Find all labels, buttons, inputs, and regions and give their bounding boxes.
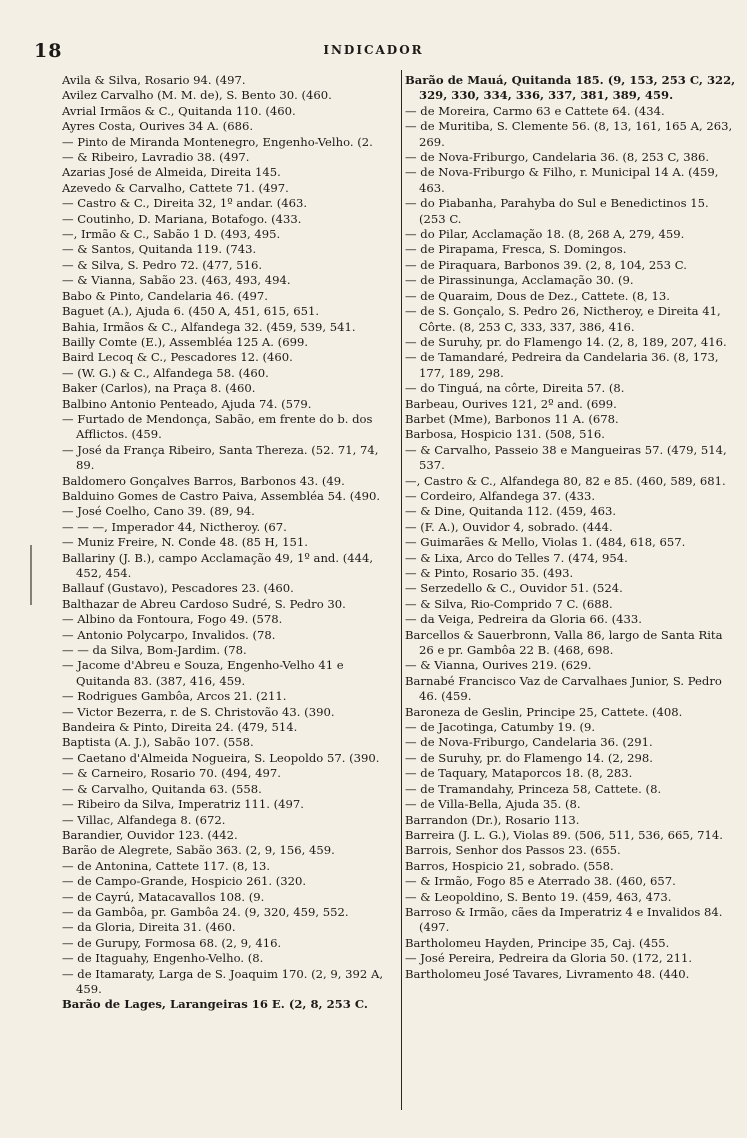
directory-entry [405,165,737,196]
directory-entry [62,828,390,843]
directory-entry [62,181,390,196]
entry-text: Barcellos & Sauerbronn, Valla 86, largo de Santa Rita 26 e pr. Gambôa 22 B. (468, 698. [405,627,723,658]
entry-text: Ayres Costa, Ourives 34 A. (686. [62,119,254,134]
page-header: INDICADOR [323,43,424,57]
entry-text: Balbino Antonio Penteado, Ajuda 74. (579. [62,396,312,411]
entry-text: Barroso & Irmão, cães da Imperatriz 4 e Invalidos 84. (497. [405,904,723,935]
entry-text: — de Gurupy, Formosa 68. (2, 9, 416. [62,935,282,950]
directory-entry [405,73,737,104]
entry-text: — José Pereira, Pedreira da Gloria 50. (172, 211. [405,951,693,966]
directory-entry [62,936,390,951]
entry-text: Barão de Mauá, Quitanda 185. (9, 153, 253 C, 322, 329, 330, 334, 336, 337, 381, 389, 459. [405,73,736,103]
entry-text: — & Lixa, Arco do Telles 7. (474, 954. [405,550,628,565]
directory-entry [405,874,737,889]
directory-entry [62,258,390,273]
entry-text: Barbosa, Hospicio 131. (508, 516. [405,427,605,442]
entry-text: —, Castro & C., Alfandega 80, 82 e 85. (460, 589, 681. [405,473,726,488]
entry-text: — de Itamaraty, Larga de S. Joaquim 170. (2, 9, 392 A, 459. [62,966,384,996]
entry-text: — Ribeiro da Silva, Imperatriz 111. (497. [62,797,304,812]
directory-entry [405,735,737,750]
directory-entry [405,150,737,165]
directory-entry [405,905,737,936]
entry-text: — Antonio Polycarpo, Invalidos. (78. [62,627,276,642]
directory-entry [405,797,737,812]
left-margin-mark [0,545,32,605]
directory-entry [405,443,737,474]
directory-entry [405,520,737,535]
directory-entry [405,658,737,673]
directory-entry [62,335,390,350]
directory-entry [62,597,390,612]
directory-entry [62,843,390,858]
directory-entry [405,381,737,396]
directory-entry [405,967,737,982]
entry-text: Barbet (Mme), Barbonos 11 A. (678. [405,411,619,426]
directory-entry [405,951,737,966]
entry-text: Barão de Lages, Larangeiras 16 E. (2, 8, 253 C. [62,997,368,1012]
entry-text: — — —, Imperador 44, Nictheroy. (67. [62,519,287,534]
directory-entry [405,581,737,596]
entry-text: — Pinto de Miranda Montenegro, Engenho-Velho. (2. [62,134,373,149]
directory-entry [62,196,390,211]
directory-entry [405,397,737,412]
directory-entry [62,212,390,227]
page-number: 18 [34,40,63,62]
entry-text: Avilez Carvalho (M. M. de), S. Bento 30. (460. [62,88,332,103]
entry-text: — Furtado de Mendonça, Sabão, em frente do b. dos Afflictos. (459. [62,411,373,442]
entry-text: — Coutinho, D. Mariana, Botafogo. (433. [62,211,302,226]
entry-text: — & Vianna, Sabão 23. (463, 493, 494. [62,273,291,288]
entry-text: — José da França Ribeiro, Santa Thereza. (52. 71, 74, 89. [62,442,379,473]
directory-entry [62,504,390,519]
entry-text: — de Muritiba, S. Clemente 56. (8, 13, 161, 165 A, 263, 269. [405,119,733,149]
left-column [62,73,390,1013]
directory-entry [405,628,737,659]
entry-text: — Jacome d'Abreu e Souza, Engenho-Velho 41 e Quitanda 83. (387, 416, 459. [62,658,344,688]
entry-text: Ballauf (Gustavo), Pescadores 23. (460. [62,581,294,596]
entry-text: — de Moreira, Carmo 63 e Cattete 64. (434. [405,103,665,118]
directory-entry [62,643,390,658]
entry-text: — Albino da Fontoura, Fogo 49. (578. [62,612,283,627]
entry-text: — Caetano d'Almeida Nogueira, S. Leopoldo 57. (390. [62,750,380,765]
entry-text: — Castro & C., Direita 32, 1º andar. (463. [62,196,308,211]
entry-text: Bahia, Irmãos & C., Alfandega 32. (459, 539, 541. [62,319,356,334]
directory-entry [62,443,390,474]
directory-entry [405,242,737,257]
entry-text: — do Piabanha, Parahyba do Sul e Benedictinos 15. (253 C. [405,196,709,226]
directory-entry [62,304,390,319]
entry-text: Baroneza de Geslin, Principe 25, Cattete. (408. [405,704,683,719]
entry-text: Baker (Carlos), na Praça 8. (460. [62,381,256,396]
entry-text: Baguet (A.), Ajuda 6. (450 A, 451, 615, 651. [62,304,320,319]
entry-text: Baird Lecoq & C., Pescadores 12. (460. [62,350,293,365]
directory-entry [405,350,737,381]
entry-text: — Muniz Freire, N. Conde 48. (85 H, 151. [62,535,308,550]
entry-text: — Guimarães & Mello, Violas 1. (484, 618, 657. [405,535,686,550]
directory-entry [62,813,390,828]
directory-entry [62,119,390,134]
entry-text: — & Carvalho, Passeio 38 e Mangueiras 57. (479, 514, 537. [405,442,727,473]
directory-entry [62,150,390,165]
directory-entry [62,320,390,335]
directory-entry [405,705,737,720]
directory-entry [405,535,737,550]
directory-entry [62,165,390,180]
directory-entry [62,581,390,596]
directory-entry [405,196,737,227]
entry-text: — de Nova-Friburgo, Candelaria 36. (291. [405,735,653,750]
entry-text: — de Tramandahy, Princeza 58, Cattete. (8. [405,781,662,796]
entry-text: Avila & Silva, Rosario 94. (497. [62,73,246,87]
entry-text: — de Tamandaré, Pedreira da Candelaria 36. (8, 173, 177, 189, 298. [405,350,719,380]
entry-text: — (W. G.) & C., Alfandega 58. (460. [62,365,269,380]
directory-entry [405,412,737,427]
directory-entry [62,874,390,889]
entry-text: — & Vianna, Ourives 219. (629. [405,658,592,673]
column-divider [401,70,402,1110]
directory-entry [405,766,737,781]
directory-entry [62,997,390,1012]
entry-text: — de Suruhy, pr. do Flamengo 14. (2, 8, 189, 207, 416. [405,334,727,349]
directory-entry [62,751,390,766]
directory-entry [62,951,390,966]
directory-entry [62,227,390,242]
entry-text: Barros, Hospicio 21, sobrado. (558. [405,858,614,873]
entry-text: — & Ribeiro, Lavradio 38. (497. [62,150,250,165]
directory-entry [62,689,390,704]
entry-text: Ballariny (J. B.), campo Acclamação 49, 1º and. (444, 452, 454. [62,550,374,580]
entry-text: Barbeau, Ourives 121, 2º and. (699. [405,396,617,411]
entry-text: — de Antonina, Cattete 117. (8, 13. [62,858,271,873]
directory-entry [405,489,737,504]
directory-entry [405,597,737,612]
entry-text: Baldomero Gonçalves Barros, Barbonos 43. (49. [62,473,345,488]
entry-text: — de Nova-Friburgo, Candelaria 36. (8, 253 C, 386. [405,150,710,165]
directory-entry [405,551,737,566]
entry-text: — de Quaraim, Dous de Dez., Cattete. (8, 13. [405,288,670,303]
directory-entry [405,227,737,242]
directory-entry [62,520,390,535]
entry-text: — & Pinto, Rosario 35. (493. [405,566,574,580]
directory-entry [62,705,390,720]
entry-text: Azevedo & Carvalho, Cattete 71. (497. [62,180,289,195]
directory-entry [62,551,390,582]
entry-text: — & Silva, Rio-Comprido 7 C. (688. [405,596,613,611]
entry-text: — de Jacotinga, Catumby 19. (9. [405,720,596,735]
directory-entry [62,766,390,781]
directory-entry [62,350,390,365]
directory-entry [405,504,737,519]
entry-text: Baptista (A. J.), Sabão 107. (558. [62,735,254,750]
directory-entry [405,674,737,705]
entry-text: Bartholomeu José Tavares, Livramento 48. (440. [405,966,690,981]
entry-text: — de Villa-Bella, Ajuda 35. (8. [405,797,581,812]
directory-entry [62,135,390,150]
entry-text: — Victor Bezerra, r. de S. Christovão 43. (390. [62,704,335,719]
directory-entry [405,566,737,581]
entry-text: — de Itaguahy, Engenho-Velho. (8. [62,951,264,966]
entry-text: — Rodrigues Gambôa, Arcos 21. (211. [62,689,287,704]
entry-text: Barão de Alegrete, Sabão 363. (2, 9, 156, 459. [62,843,335,858]
directory-entry [62,489,390,504]
directory-entry [62,397,390,412]
entry-text: — do Tinguá, na côrte, Direita 57. (8. [405,381,625,396]
directory-entry [405,859,737,874]
directory-entry [62,782,390,797]
directory-entry [62,412,390,443]
entry-text: — & Santos, Quitanda 119. (743. [62,242,257,257]
entry-text: — de Cayrú, Matacavallos 108. (9. [62,889,265,904]
entry-text: Avrial Irmãos & C., Quitanda 110. (460. [62,103,296,118]
directory-entry [62,658,390,689]
entry-text: Balthazar de Abreu Cardoso Sudré, S. Pedro 30. [62,596,346,611]
directory-entry [405,751,737,766]
directory-entry [405,427,737,442]
entry-text: — & Carvalho, Quitanda 63. (558. [62,781,262,796]
directory-entry [62,905,390,920]
entry-text: — & Dine, Quitanda 112. (459, 463. [405,504,617,519]
entry-text: — de S. Gonçalo, S. Pedro 26, Nictheroy, e Direita 41, Côrte. (8, 253 C, 333, 337, 386, 416. [405,304,721,334]
directory-entry [405,474,737,489]
entry-text: — Villac, Alfandega 8. (672. [62,812,226,827]
directory-entry [62,242,390,257]
entry-text: — Serzedello & C., Ouvidor 51. (524. [405,581,623,596]
directory-entry [62,88,390,103]
entry-text: — de Taquary, Mataporcos 18. (8, 283. [405,766,633,781]
entry-text: — de Pirassinunga, Acclamação 30. (9. [405,273,634,288]
directory-entry [62,535,390,550]
directory-entry [62,273,390,288]
entry-text: — — da Silva, Bom-Jardim. (78. [62,643,247,658]
right-column [405,73,737,982]
entry-text: Balduino Gomes de Castro Paiva, Assembléa 54. (490. [62,488,381,503]
directory-entry [62,104,390,119]
entry-text: — de Nova-Friburgo & Filho, r. Municipal 14 A. (459, 463. [405,165,719,195]
entry-text: Barandier, Ouvidor 123. (442. [62,827,238,842]
entry-text: Barreira (J. L. G.), Violas 89. (506, 511, 536, 665, 714. [405,827,723,842]
entry-text: — & Silva, S. Pedro 72. (477, 516. [62,257,263,272]
directory-entry [405,258,737,273]
directory-entry [405,289,737,304]
entry-text: Azarias José de Almeida, Direita 145. [62,165,281,180]
directory-entry [405,813,737,828]
directory-entry [62,289,390,304]
directory-entry [62,920,390,935]
directory-entry [62,797,390,812]
directory-entry [405,843,737,858]
entry-text: — da Veiga, Pedreira da Gloria 66. (433. [405,612,642,627]
entry-text: Babo & Pinto, Candelaria 46. (497. [62,288,268,303]
entry-text: Barrois, Senhor dos Passos 23. (655. [405,843,621,858]
entry-text: — José Coelho, Cano 39. (89, 94. [62,504,255,519]
entry-text: — de Pirapama, Fresca, S. Domingos. [405,242,627,257]
directory-entry [405,612,737,627]
directory-entry [405,720,737,735]
directory-entry [62,73,390,88]
entry-text: — de Campo-Grande, Hospicio 261. (320. [62,874,307,889]
entry-text: — do Pilar, Acclamação 18. (8, 268 A, 279, 459. [405,227,685,242]
entry-text: — & Carneiro, Rosario 70. (494, 497. [62,766,281,781]
entry-text: Barrandon (Dr.), Rosario 113. [405,812,580,827]
entry-text: — de Suruhy, pr. do Flamengo 14. (2, 298. [405,750,653,765]
entry-text: — & Leopoldino, S. Bento 19. (459, 463, 473. [405,889,672,904]
entry-text: Bartholomeu Hayden, Principe 35, Caj. (455. [405,935,670,950]
directory-entry [62,735,390,750]
directory-entry [62,612,390,627]
directory-entry [405,936,737,951]
directory-entry [62,890,390,905]
directory-entry [405,890,737,905]
entry-text: Bandeira & Pinto, Direita 24. (479, 514. [62,720,298,735]
entry-text: — da Gambôa, pr. Gambôa 24. (9, 320, 459, 552. [62,904,349,919]
directory-entry [405,828,737,843]
directory-entry [62,366,390,381]
directory-entry [62,474,390,489]
directory-entry [62,628,390,643]
directory-entry [62,859,390,874]
directory-entry [62,720,390,735]
directory-entry [62,381,390,396]
directory-entry [62,967,390,998]
entry-text: —, Irmão & C., Sabão 1 D. (493, 495. [62,227,281,242]
directory-entry [405,273,737,288]
directory-entry [405,104,737,119]
entry-text: — (F. A.), Ouvidor 4, sobrado. (444. [405,519,613,534]
directory-entry [405,304,737,335]
directory-entry [405,119,737,150]
entry-text: — da Gloria, Direita 31. (460. [62,920,236,935]
entry-text: — & Irmão, Fogo 85 e Aterrado 38. (460, 657. [405,874,676,889]
entry-text: — Cordeiro, Alfandega 37. (433. [405,488,596,503]
directory-entry [405,335,737,350]
entry-text: Barnabé Francisco Vaz de Carvalhaes Junior, S. Pedro 46. (459. [405,673,722,704]
entry-text: Bailly Comte (E.), Assembléa 125 A. (699. [62,334,309,349]
entry-text: — de Piraquara, Barbonos 39. (2, 8, 104, 253 C. [405,257,687,272]
directory-entry [405,782,737,797]
